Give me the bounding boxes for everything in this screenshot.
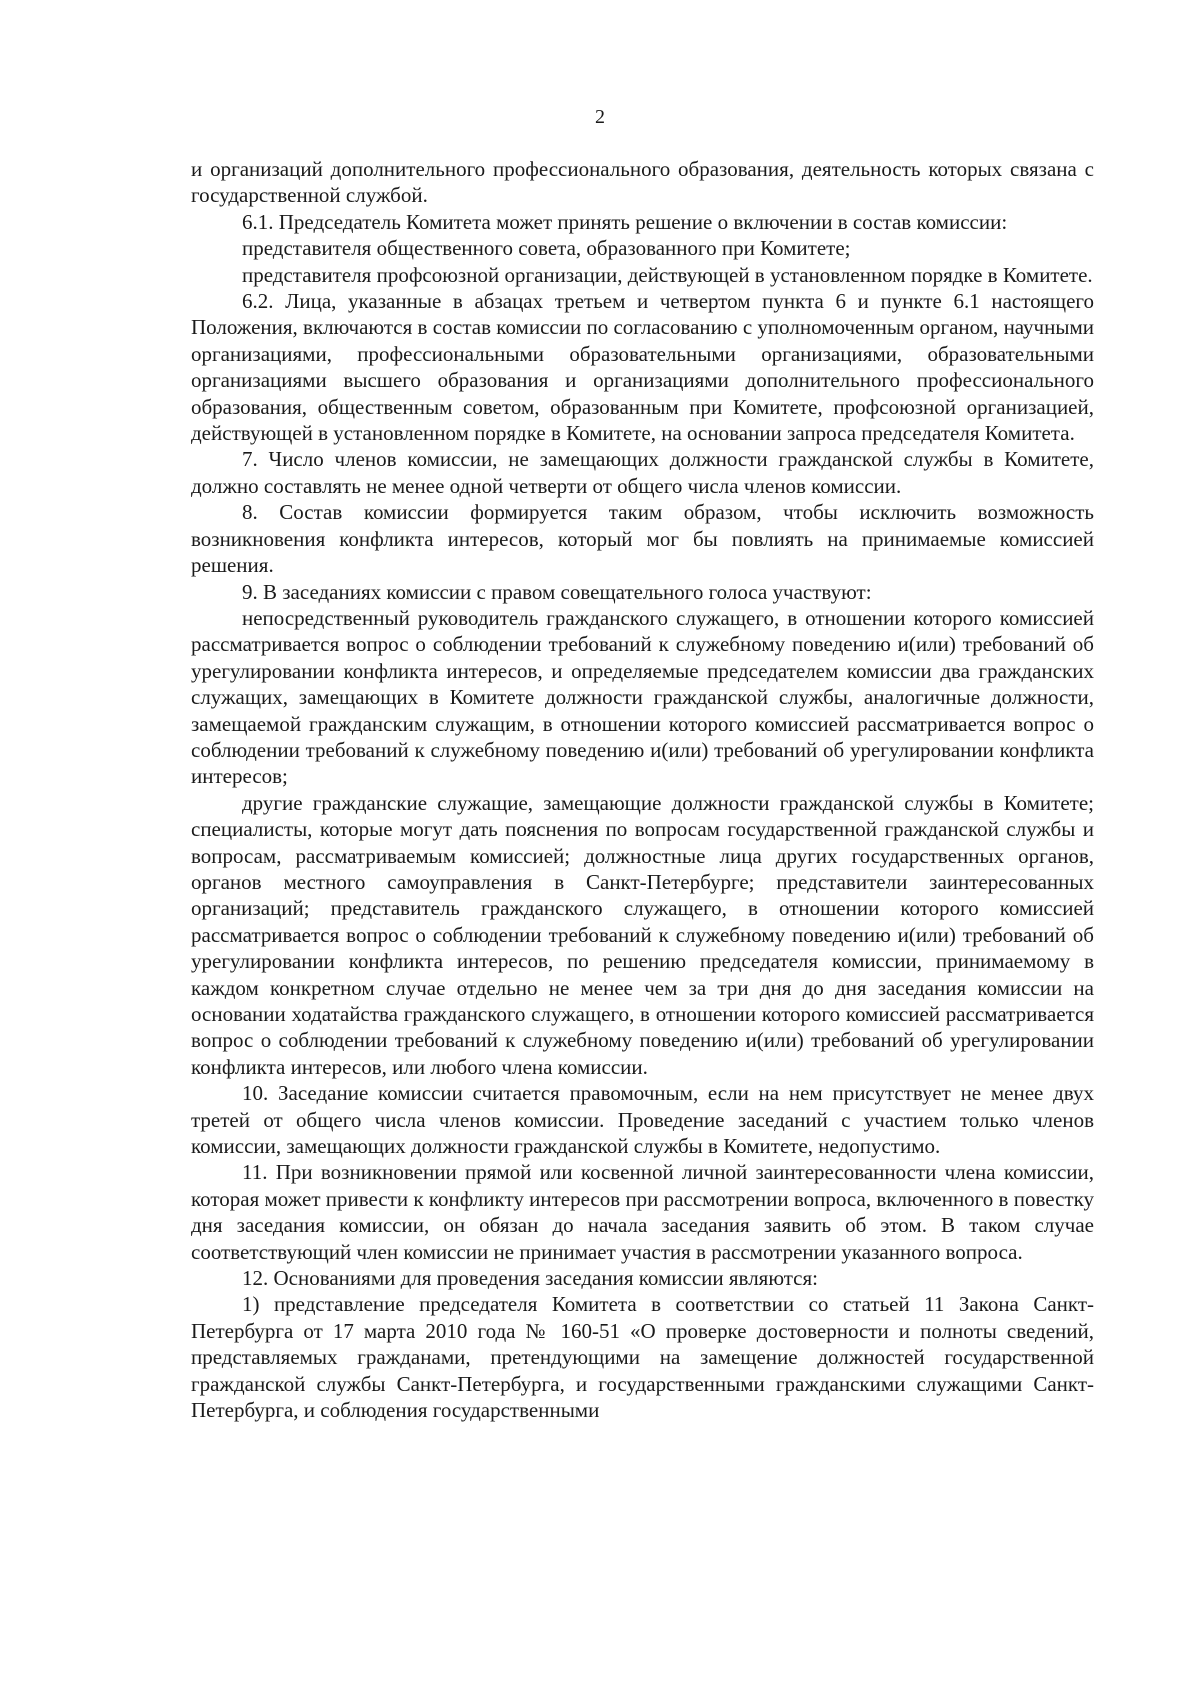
paragraph: 12. Основаниями для проведения заседания комиссии являются: (242, 1266, 818, 1291)
paragraph: 8. Состав комиссии формируется таким образом, чтобы исключить возможность возникновения конфликта интересов, который мог бы повлиять на принимаемые комиссией решения. (191, 500, 1094, 578)
paragraph: 1) представление председателя Комитета в соответствии со статьей 11 Закона Санкт-Петербурга от 17 марта 2010 года № 160-51 «О проверке достоверности и полноты сведений, представляемых гражданами, претендующими на замещение должностей государственной гражданской службы Санкт-Петербурга, и государственными гражданскими служащими Санкт-Петербурга, и соблюдения государственными (191, 1292, 1094, 1423)
paragraph: 7. Число членов комиссии, не замещающих должности гражданской службы в Комитете, должно составлять не менее одной четверти от общего числа членов комиссии. (191, 447, 1094, 498)
paragraph: 9. В заседаниях комиссии с правом совещательного голоса участвуют: (242, 579, 872, 604)
document-body (191, 156, 1094, 1424)
paragraph: другие гражданские служащие, замещающие должности гражданской службы в Комитете; специалисты, которые могут дать пояснения по вопросам государственной гражданской службы и вопросам, рассматриваемым комиссией; должностные лица других государственных органов, органов местного самоуправления в Санкт-Петербурге; представители заинтересованных организаций; представитель гражданского служащего, в отношении которого комиссией рассматривается вопрос о соблюдении требований к служебному поведению и(или) требований об урегулировании конфликта интересов, по решению председателя комиссии, принимаемому в каждом конкретном случае отдельно не менее чем за три дня до дня заседания комиссии на основании ходатайства гражданского служащего, в отношении которого комиссией рассматривается вопрос о соблюдении требований к служебному поведению и(или) требований об урегулировании конфликта интересов, или любого члена комиссии. (191, 790, 1094, 1079)
paragraph: 11. При возникновении прямой или косвенной личной заинтересованности члена комиссии, которая может привести к конфликту интересов при рассмотрении вопроса, включенного в повестку дня заседания комиссии, он обязан до начала заседания заявить об этом. В таком случае соответствующий член комиссии не принимает участия в рассмотрении указанного вопроса. (191, 1160, 1094, 1264)
paragraph: непосредственный руководитель гражданского служащего, в отношении которого комиссией рассматривается вопрос о соблюдении требований к служебному поведению и(или) требований об урегулировании конфликта интересов, и определяемые председателем комиссии два гражданских служащих, замещающих в Комитете должности гражданской службы, аналогичные должности, замещаемой гражданским служащим, в отношении которого комиссией рассматривается вопрос о соблюдении требований к служебному поведению и(или) требований об урегулировании конфликта интересов; (191, 605, 1094, 789)
paragraph: и организаций дополнительного профессионального образования, деятельность которых связана с государственной службой. (191, 157, 1094, 208)
paragraph: представителя общественного совета, образованного при Комитете; (242, 236, 851, 261)
paragraph: 6.2. Лица, указанные в абзацах третьем и четвертом пункта 6 и пункте 6.1 настоящего Положения, включаются в состав комиссии по согласованию с уполномоченным органом, научными организациями, профессиональными образовательными организациями, образовательными организациями высшего образования и организациями дополнительного профессионального образования, общественным советом, образованным при Комитете, профсоюзной организацией, действующей в установленном порядке в Комитете, на основании запроса председателя Комитета. (191, 289, 1094, 446)
page-number: 2 (595, 106, 605, 128)
paragraph: представителя профсоюзной организации, действующей в установленном порядке в Комитете. (242, 262, 1093, 287)
paragraph: 6.1. Председатель Комитета может принять решение о включении в состав комиссии: (242, 209, 1008, 234)
paragraph: 10. Заседание комиссии считается правомочным, если на нем присутствует не менее двух третей от общего числа членов комиссии. Проведение заседаний с участием только членов комиссии, замещающих должности гражданской службы в Комитете, недопустимо. (191, 1081, 1094, 1159)
